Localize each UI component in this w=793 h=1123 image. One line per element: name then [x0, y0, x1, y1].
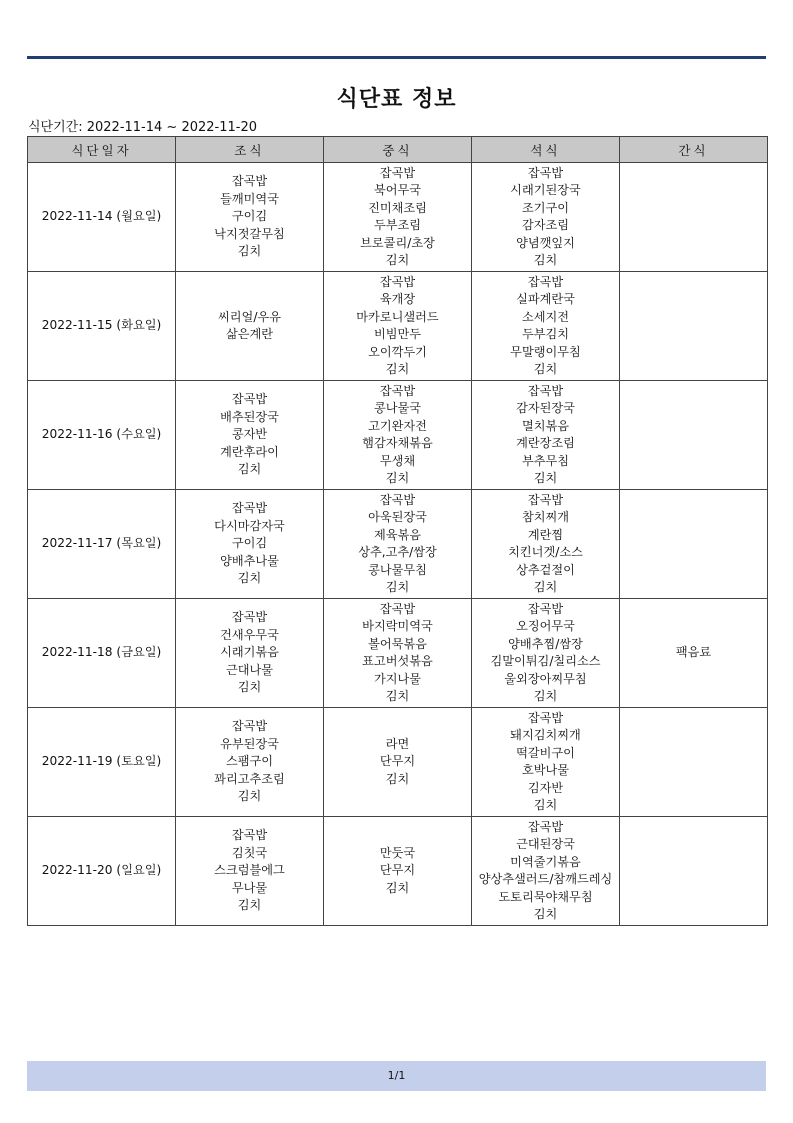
menu-item: 김치 — [385, 771, 410, 786]
date-cell: 2022-11-17 (목요일) — [28, 490, 176, 599]
menu-item: 김치 — [385, 362, 410, 376]
menu-item: 잡곡밥 — [379, 274, 416, 289]
menu-item: 잡곡밥 — [231, 174, 268, 189]
menu-item: 김치 — [385, 689, 410, 703]
menu-item: 김치 — [533, 798, 558, 812]
menu-item: 스크럼블에그 — [214, 863, 285, 878]
menu-item: 구이김 — [231, 536, 268, 551]
page-number: 1/1 — [387, 1069, 406, 1082]
date-cell: 2022-11-14 (월요일) — [28, 163, 176, 272]
menu-item: 김치 — [237, 462, 262, 477]
date-cell: 2022-11-15 (화요일) — [28, 272, 176, 381]
menu-item: 무말랭이무침 — [510, 344, 581, 359]
menu-item: 제육볶음 — [373, 527, 422, 542]
menu-item: 만둣국 — [379, 845, 416, 860]
lunch-cell — [324, 817, 472, 926]
menu-item: 단무지 — [379, 863, 416, 878]
header-snack: 간식 — [620, 137, 768, 163]
menu-item: 북어무국 — [373, 183, 422, 197]
menu-item: 잡곡밥 — [527, 819, 564, 834]
table-header-row — [28, 137, 768, 163]
table-row — [28, 490, 768, 599]
menu-item: 김치 — [385, 580, 410, 594]
menu-item: 잡곡밥 — [527, 274, 564, 289]
menu-item: 라면 — [385, 736, 410, 751]
menu-item: 잡곡밥 — [527, 165, 564, 180]
menu-item: 김치 — [237, 898, 262, 913]
menu-item: 가지나물 — [373, 671, 422, 686]
menu-item: 호박나물 — [521, 763, 570, 777]
menu-item: 구이김 — [231, 209, 268, 224]
date-cell: 2022-11-18 (금요일) — [28, 599, 176, 708]
menu-item: 상추겉절이 — [516, 562, 575, 577]
menu-item: 양상추샐러드/참깨드레싱 — [478, 872, 613, 886]
menu-item: 미역줄기볶음 — [510, 854, 581, 869]
menu-item: 콩나물무침 — [368, 562, 427, 577]
menu-item: 울외장아찌무침 — [504, 671, 587, 686]
menu-item: 진미채조림 — [368, 200, 427, 215]
menu-item: 잡곡밥 — [231, 610, 268, 625]
table-row — [28, 599, 768, 708]
menu-item: 김치 — [533, 362, 558, 376]
date-cell: 2022-11-19 (토요일) — [28, 708, 176, 817]
breakfast-cell — [176, 599, 324, 708]
menu-item: 돼지김치찌개 — [510, 728, 581, 742]
menu-item: 볼어묵볶음 — [368, 636, 427, 651]
table-row — [28, 381, 768, 490]
menu-item: 시래기볶음 — [220, 645, 279, 660]
menu-item: 김치 — [237, 680, 262, 695]
menu-item: 잡곡밥 — [379, 601, 416, 616]
lunch-cell — [324, 272, 472, 381]
menu-item: 잡곡밥 — [527, 710, 564, 725]
menu-item: 바지락미역국 — [362, 619, 433, 633]
lunch-cell — [324, 599, 472, 708]
menu-item: 도토리묵야채무침 — [498, 889, 593, 904]
menu-item: 잡곡밥 — [379, 165, 416, 180]
menu-item: 김치 — [237, 244, 262, 259]
menu-item: 고기완자전 — [368, 418, 427, 433]
menu-item: 조기구이 — [521, 200, 570, 215]
header-dinner: 석식 — [472, 137, 620, 163]
dinner-cell — [472, 381, 620, 490]
header-lunch: 중식 — [324, 137, 472, 163]
menu-item: 무생채 — [379, 453, 416, 468]
menu-item: 콩자반 — [231, 427, 268, 442]
top-rule — [27, 56, 766, 59]
dinner-cell — [472, 817, 620, 926]
header-breakfast: 조식 — [176, 137, 324, 163]
breakfast-cell — [176, 817, 324, 926]
menu-item: 김치 — [385, 253, 410, 267]
menu-item: 콩나물국 — [373, 401, 422, 415]
menu-item: 소세지전 — [521, 309, 570, 324]
menu-item: 아욱된장국 — [368, 510, 427, 524]
menu-item: 근대된장국 — [516, 837, 575, 851]
menu-item: 비빔만두 — [373, 327, 422, 341]
menu-item: 씨리얼/우유 — [218, 309, 281, 324]
menu-item: 마카로니샐러드 — [356, 309, 439, 324]
header-date: 식단일자 — [28, 137, 176, 163]
menu-item: 양배추찜/쌈장 — [508, 636, 583, 651]
breakfast-cell — [176, 490, 324, 599]
table-row — [28, 708, 768, 817]
snack-cell — [620, 163, 768, 272]
menu-item: 계란찜 — [527, 527, 564, 542]
meal-table — [27, 136, 768, 926]
menu-item: 김치 — [533, 689, 558, 703]
lunch-cell — [324, 490, 472, 599]
menu-item: 건새우무국 — [220, 627, 279, 642]
menu-item: 감자된장국 — [516, 401, 575, 415]
menu-item: 김치 — [533, 253, 558, 267]
menu-item: 낙지젓갈무침 — [214, 226, 285, 241]
menu-item: 오징어무국 — [516, 619, 575, 633]
menu-item: 김칫국 — [231, 845, 268, 860]
menu-item: 상추,고추/쌈장 — [358, 545, 437, 559]
menu-item: 단무지 — [379, 754, 416, 769]
lunch-cell — [324, 708, 472, 817]
menu-item: 잡곡밥 — [379, 383, 416, 398]
meal-period: 식단기간: 2022-11-14 ~ 2022-11-20 — [28, 120, 258, 135]
menu-item: 김치 — [533, 471, 558, 485]
menu-item: 배추된장국 — [220, 409, 279, 424]
menu-item: 참치찌개 — [521, 510, 570, 524]
menu-item: 김치 — [237, 571, 262, 586]
menu-item: 잡곡밥 — [527, 492, 564, 507]
menu-item: 잡곡밥 — [379, 492, 416, 507]
menu-item: 시래기된장국 — [510, 183, 581, 197]
menu-item: 떡갈비구이 — [516, 745, 575, 760]
menu-item: 꽈리고추조림 — [214, 771, 285, 786]
menu-item: 잡곡밥 — [527, 601, 564, 616]
menu-item: 김말이튀김/칠리소스 — [490, 654, 601, 668]
menu-item: 잡곡밥 — [527, 383, 564, 398]
menu-item: 다시마감자국 — [214, 518, 285, 533]
breakfast-cell — [176, 163, 324, 272]
date-cell: 2022-11-16 (수요일) — [28, 381, 176, 490]
menu-item: 유부된장국 — [220, 736, 279, 751]
table-row — [28, 272, 768, 381]
snack-cell — [620, 599, 768, 708]
snack-cell — [620, 272, 768, 381]
menu-item: 김치 — [385, 471, 410, 485]
table-row — [28, 163, 768, 272]
menu-item: 잡곡밥 — [231, 501, 268, 516]
dinner-cell — [472, 163, 620, 272]
menu-item: 실파계란국 — [516, 292, 575, 306]
menu-item: 근대나물 — [225, 662, 274, 677]
menu-item: 브로콜리/초장 — [360, 235, 435, 250]
menu-item: 잡곡밥 — [231, 828, 268, 843]
menu-item: 팩음료 — [675, 645, 712, 660]
menu-item: 감자조림 — [521, 218, 570, 232]
menu-item: 두부조림 — [373, 218, 422, 232]
dinner-cell — [472, 599, 620, 708]
page-title: 식단표 정보 — [336, 87, 457, 112]
date-cell: 2022-11-20 (일요일) — [28, 817, 176, 926]
meal-table-body — [28, 163, 768, 926]
menu-item: 들깨미역국 — [220, 191, 279, 206]
menu-item: 스팸구이 — [225, 754, 274, 769]
menu-item: 김치 — [533, 580, 558, 594]
dinner-cell — [472, 708, 620, 817]
menu-item: 잡곡밥 — [231, 719, 268, 734]
menu-item: 계란후라이 — [220, 444, 279, 459]
lunch-cell — [324, 163, 472, 272]
menu-item: 표고버섯볶음 — [362, 654, 433, 668]
menu-item: 양배추나물 — [220, 553, 279, 568]
menu-item: 멸치볶음 — [521, 418, 570, 433]
dinner-cell — [472, 490, 620, 599]
menu-item: 김치 — [385, 880, 410, 895]
menu-item: 계란장조림 — [516, 436, 575, 450]
menu-item: 오이깍두기 — [368, 344, 427, 359]
menu-item: 양념깻잎지 — [516, 235, 575, 250]
menu-item: 치킨너겟/소스 — [508, 545, 583, 559]
breakfast-cell — [176, 381, 324, 490]
menu-item: 햄감자채볶음 — [362, 436, 433, 450]
menu-item: 무나물 — [231, 880, 268, 895]
lunch-cell — [324, 381, 472, 490]
menu-item: 잡곡밥 — [231, 392, 268, 407]
dinner-cell — [472, 272, 620, 381]
menu-item: 김치 — [533, 907, 558, 921]
menu-item: 두부김치 — [521, 327, 570, 341]
breakfast-cell — [176, 708, 324, 817]
menu-item: 부추무침 — [521, 453, 570, 468]
menu-item: 육개장 — [379, 292, 416, 306]
table-row — [28, 817, 768, 926]
menu-item: 김치 — [237, 789, 262, 804]
snack-cell — [620, 708, 768, 817]
snack-cell — [620, 817, 768, 926]
snack-cell — [620, 381, 768, 490]
page-footer — [27, 1061, 766, 1091]
menu-item: 김자반 — [527, 780, 564, 795]
snack-cell — [620, 490, 768, 599]
menu-item: 삶은계란 — [225, 327, 274, 341]
breakfast-cell — [176, 272, 324, 381]
